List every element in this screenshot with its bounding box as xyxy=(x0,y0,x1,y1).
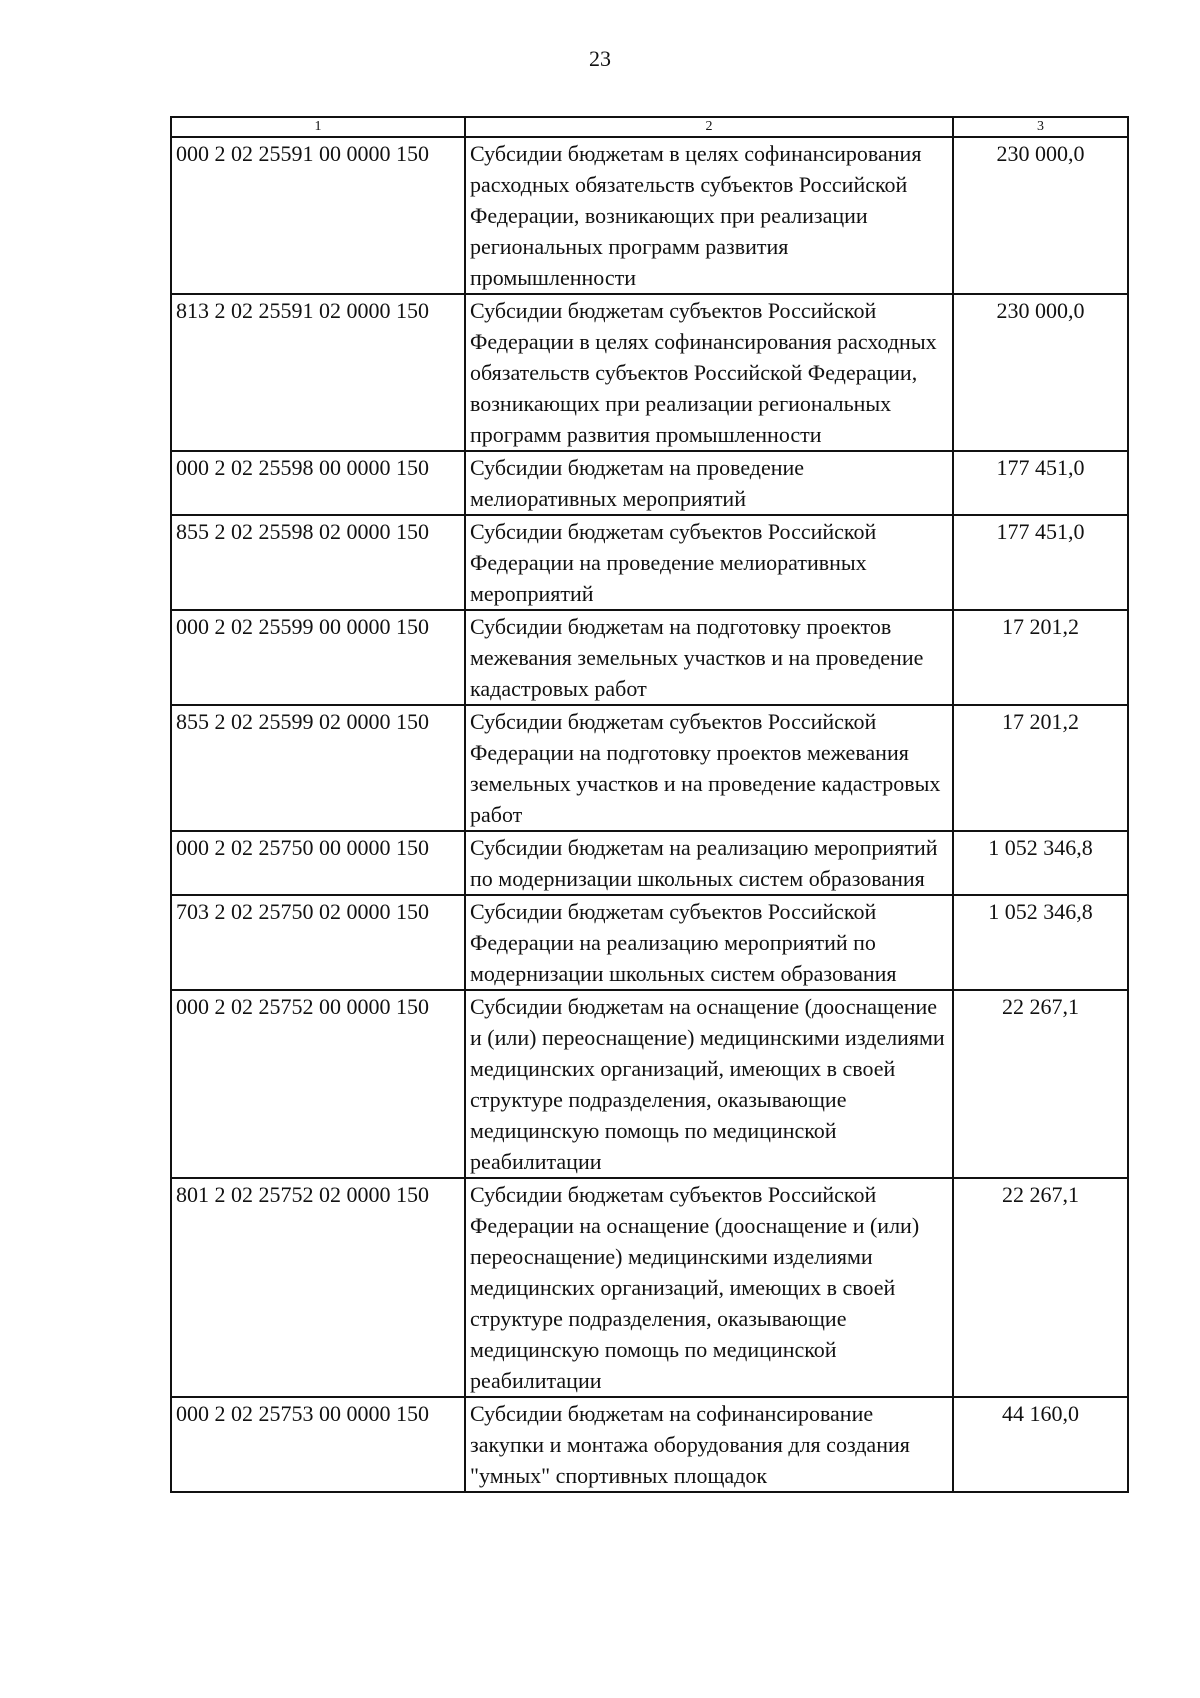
description-cell: Субсидии бюджетам на подготовку проектов межевания земельных участков и на проведение кадастровых работ xyxy=(465,610,953,705)
budget-code-cell: 000 2 02 25753 00 0000 150 xyxy=(171,1397,465,1492)
description-cell: Субсидии бюджетам на софинансирование закупки и монтажа оборудования для создания "умных" спортивных площадок xyxy=(465,1397,953,1492)
description-cell: Субсидии бюджетам субъектов Российской Федерации на оснащение (дооснащение и (или) переоснащение) медицинскими изделиями медицинских организаций, имеющих в своей структуре подразделения, оказывающие медицинскую помощь по медицинской реабилитации xyxy=(465,1178,953,1397)
budget-code-cell: 000 2 02 25752 00 0000 150 xyxy=(171,990,465,1178)
table-row xyxy=(171,515,1128,610)
description-cell: Субсидии бюджетам субъектов Российской Федерации на проведение мелиоративных мероприятий xyxy=(465,515,953,610)
amount-cell: 230 000,0 xyxy=(953,294,1128,451)
table-row xyxy=(171,990,1128,1178)
budget-code-cell: 000 2 02 25598 00 0000 150 xyxy=(171,451,465,515)
budget-code-cell: 855 2 02 25599 02 0000 150 xyxy=(171,705,465,831)
table-header-row xyxy=(171,117,1128,137)
table-row xyxy=(171,451,1128,515)
budget-code-cell: 703 2 02 25750 02 0000 150 xyxy=(171,895,465,990)
amount-cell: 177 451,0 xyxy=(953,451,1128,515)
budget-code-cell: 855 2 02 25598 02 0000 150 xyxy=(171,515,465,610)
budget-code-cell: 000 2 02 25599 00 0000 150 xyxy=(171,610,465,705)
amount-cell: 17 201,2 xyxy=(953,610,1128,705)
description-cell: Субсидии бюджетам на оснащение (дооснащение и (или) переоснащение) медицинскими изделиями медицинских организаций, имеющих в своей структуре подразделения, оказывающие медицинскую помощь по медицинской реабилитации xyxy=(465,990,953,1178)
description-cell: Субсидии бюджетам в целях софинансирования расходных обязательств субъектов Российской Федерации, возникающих при реализации региональных программ развития промышленности xyxy=(465,137,953,294)
table-row xyxy=(171,137,1128,294)
amount-cell: 177 451,0 xyxy=(953,515,1128,610)
table-row xyxy=(171,705,1128,831)
amount-cell: 1 052 346,8 xyxy=(953,831,1128,895)
description-cell: Субсидии бюджетам на реализацию мероприятий по модернизации школьных систем образования xyxy=(465,831,953,895)
amount-cell: 1 052 346,8 xyxy=(953,895,1128,990)
table-row xyxy=(171,1397,1128,1492)
page-number: 23 xyxy=(589,46,611,71)
description-cell: Субсидии бюджетам субъектов Российской Федерации на реализацию мероприятий по модернизации школьных систем образования xyxy=(465,895,953,990)
budget-code-cell: 813 2 02 25591 02 0000 150 xyxy=(171,294,465,451)
table-row xyxy=(171,895,1128,990)
amount-cell: 22 267,1 xyxy=(953,990,1128,1178)
table-row xyxy=(171,1178,1128,1397)
table-row xyxy=(171,294,1128,451)
description-cell: Субсидии бюджетам субъектов Российской Федерации на подготовку проектов межевания земельных участков и на проведение кадастровых работ xyxy=(465,705,953,831)
table-row xyxy=(171,610,1128,705)
budget-table xyxy=(170,116,1129,1493)
budget-code-cell: 000 2 02 25750 00 0000 150 xyxy=(171,831,465,895)
column-header-2: 2 xyxy=(465,117,953,137)
column-header-1: 1 xyxy=(171,117,465,137)
table-row xyxy=(171,831,1128,895)
budget-code-cell: 000 2 02 25591 00 0000 150 xyxy=(171,137,465,294)
description-cell: Субсидии бюджетам на проведение мелиоративных мероприятий xyxy=(465,451,953,515)
description-cell: Субсидии бюджетам субъектов Российской Федерации в целях софинансирования расходных обязательств субъектов Российской Федерации, возникающих при реализации региональных программ развития промышленности xyxy=(465,294,953,451)
amount-cell: 22 267,1 xyxy=(953,1178,1128,1397)
amount-cell: 44 160,0 xyxy=(953,1397,1128,1492)
amount-cell: 230 000,0 xyxy=(953,137,1128,294)
column-header-3: 3 xyxy=(953,117,1128,137)
budget-code-cell: 801 2 02 25752 02 0000 150 xyxy=(171,1178,465,1397)
amount-cell: 17 201,2 xyxy=(953,705,1128,831)
